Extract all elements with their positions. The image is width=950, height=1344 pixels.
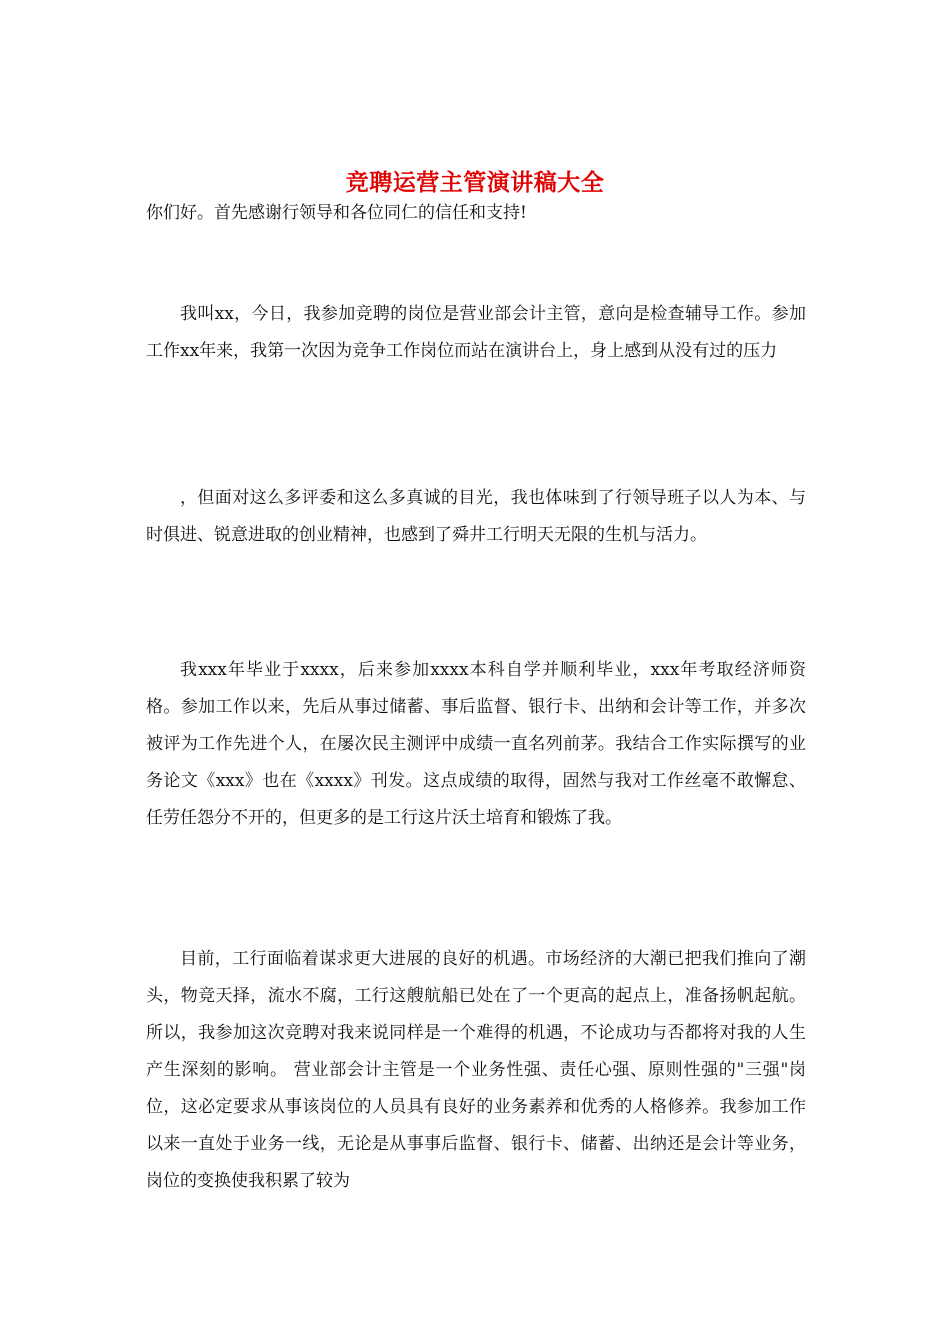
paragraph-1: 我叫xx，今日，我参加竞聘的岗位是营业部会计主管，意向是检查辅导工作。参加工作xx年来，我第一次因为竞争工作岗位而站在演讲台上，身上感到从没有过的压力 [146,304,806,361]
paragraph-2: ，但面对这么多评委和这么多真诚的目光，我也体味到了行领导班子以人为本、与时俱进、锐意进取的创业精神，也感到了舜井工行明天无限的生机与活力。 [146,488,806,545]
paragraph-4: 目前，工行面临着谋求更大进展的良好的机遇。市场经济的大潮已把我们推向了潮头，物竞天择，流水不腐，工行这艘航船已处在了一个更高的起点上，准备扬帆起航。所以，我参加这次竞聘对我来说同样是一个难得的机遇，不论成功与否都将对我的人生产生深刻的影响。 营业部会计主管是一个业务性强、责任心强、原则性强的"三强"岗位，这必定要求从事该岗位的人员具有良好的业务素养和优秀的人格修养。我参加工作以来一直处于业务一线，无论是从事事后监督、银行卡、储蓄、出纳还是会计等业务，岗位的变换使我积累了较为 [146,949,806,1191]
document-title: 竞聘运营主管演讲稿大全 [345,169,605,197]
greeting-line: 你们好。首先感谢行领导和各位同仁的信任和支持! [146,203,527,223]
paragraph-3: 我xxx年毕业于xxxx，后来参加xxxx本科自学并顺利毕业，xxx年考取经济师资格。参加工作以来，先后从事过储蓄、事后监督、银行卡、出纳和会计等工作，并多次被评为工作先进个人，在屡次民主测评中成绩一直名列前茅。我结合工作实际撰写的业务论文《xxx》也在《xxxx》刊发。这点成绩的取得，固然与我对工作丝毫不敢懈怠、任劳任怨分不开的，但更多的是工行这片沃土培育和锻炼了我。 [146,660,806,828]
